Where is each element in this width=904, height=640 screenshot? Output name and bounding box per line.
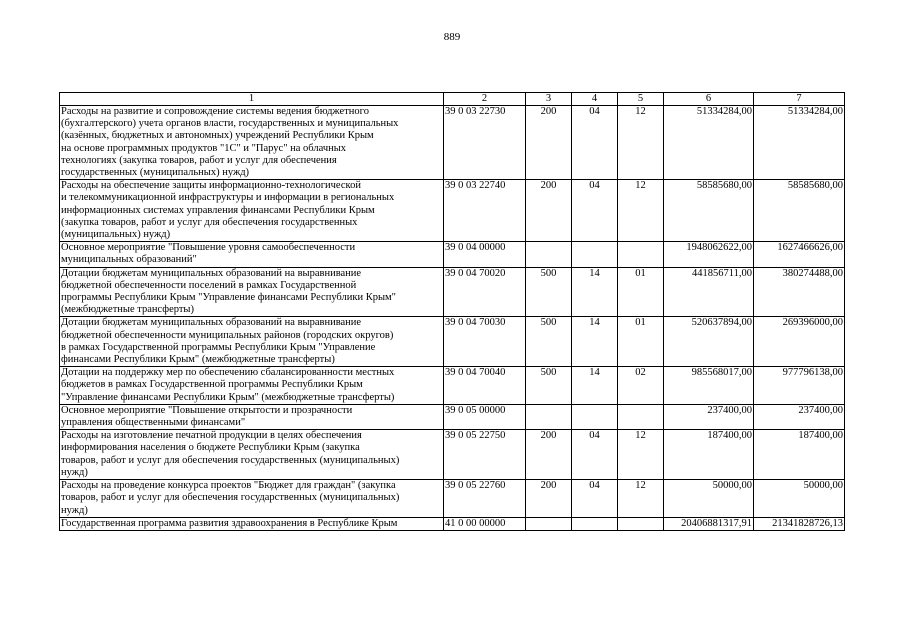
target-code-cell: 39 0 05 00000 bbox=[444, 404, 526, 429]
amount-cell-7: 380274488,00 bbox=[754, 267, 845, 317]
description-cell bbox=[60, 367, 444, 405]
amount-cell-7: 977796138,00 bbox=[754, 367, 845, 405]
description-line: (бухгалтерского) учета органов власти, государственных и муниципальных bbox=[61, 118, 399, 130]
expense-type-cell: 200 bbox=[526, 180, 572, 242]
header-cell: 5 bbox=[618, 93, 664, 106]
description-line: муниципальных образований" bbox=[61, 254, 197, 266]
amount-cell-7: 58585680,00 bbox=[754, 180, 845, 242]
section-cell bbox=[572, 517, 618, 530]
header-cell: 6 bbox=[664, 93, 754, 106]
section-cell: 04 bbox=[572, 480, 618, 518]
page-number: 889 bbox=[443, 31, 461, 43]
header-cell: 4 bbox=[572, 93, 618, 106]
header-cell: 7 bbox=[754, 93, 845, 106]
target-code-cell: 41 0 00 00000 bbox=[444, 517, 526, 530]
description-line: (закупка товаров, работ и услуг для обеспечения государственных bbox=[61, 216, 358, 228]
subsection-cell: 12 bbox=[618, 430, 664, 480]
table-row bbox=[60, 430, 845, 480]
description-line: бюджетной обеспеченности муниципальных районов (городских округов) bbox=[61, 329, 394, 341]
subsection-cell bbox=[618, 517, 664, 530]
expense-type-cell bbox=[526, 517, 572, 530]
description-line: Основное мероприятие "Повышение открытости и прозрачности bbox=[61, 404, 353, 416]
amount-cell-6: 520637894,00 bbox=[664, 317, 754, 367]
subsection-cell: 02 bbox=[618, 367, 664, 405]
description-cell bbox=[60, 180, 444, 242]
section-cell bbox=[572, 242, 618, 267]
description-cell bbox=[60, 106, 444, 180]
description-line: информирования населения о бюджете Республики Крым (закупка bbox=[61, 442, 360, 454]
subsection-cell: 12 bbox=[618, 180, 664, 242]
subsection-cell: 12 bbox=[618, 480, 664, 518]
expense-type-cell: 500 bbox=[526, 367, 572, 405]
subsection-cell: 01 bbox=[618, 317, 664, 367]
description-line: Расходы на развитие и сопровождение системы ведения бюджетного bbox=[61, 106, 369, 117]
description-line: (муниципальных) нужд) bbox=[61, 229, 171, 241]
subsection-cell bbox=[618, 404, 664, 429]
amount-cell-7: 1627466626,00 bbox=[754, 242, 845, 267]
description-line: товаров, работ и услуг для обеспечения государственных (муниципальных) bbox=[61, 454, 400, 466]
description-line: Расходы на проведение конкурса проектов "Бюджет для граждан" (закупка bbox=[61, 480, 396, 492]
amount-cell-7: 187400,00 bbox=[754, 430, 845, 480]
amount-cell-7: 51334284,00 bbox=[754, 106, 845, 180]
amount-cell-7: 21341828726,13 bbox=[754, 517, 845, 530]
target-code-cell: 39 0 04 70040 bbox=[444, 367, 526, 405]
target-code-cell: 39 0 04 70020 bbox=[444, 267, 526, 317]
amount-cell-7: 237400,00 bbox=[754, 404, 845, 429]
amount-cell-7: 50000,00 bbox=[754, 480, 845, 518]
description-line: и телекоммуникационной инфраструктуры и информации в региональных bbox=[61, 192, 395, 204]
budget-table bbox=[59, 92, 845, 531]
expense-type-cell: 200 bbox=[526, 430, 572, 480]
expense-type-cell: 200 bbox=[526, 480, 572, 518]
description-cell bbox=[60, 480, 444, 518]
description-line: Расходы на изготовление печатной продукции в целях обеспечения bbox=[61, 430, 362, 442]
subsection-cell: 01 bbox=[618, 267, 664, 317]
section-cell: 14 bbox=[572, 317, 618, 367]
section-cell: 04 bbox=[572, 180, 618, 242]
description-line: нужд) bbox=[61, 466, 88, 478]
amount-cell-6: 985568017,00 bbox=[664, 367, 754, 405]
table-row bbox=[60, 242, 845, 267]
section-cell: 14 bbox=[572, 367, 618, 405]
table-row bbox=[60, 106, 845, 180]
description-line: информационных системах управления финансами Республики Крым bbox=[61, 204, 375, 216]
description-line: нужд) bbox=[61, 504, 88, 516]
section-cell: 04 bbox=[572, 430, 618, 480]
amount-cell-6: 187400,00 bbox=[664, 430, 754, 480]
amount-cell-6: 1948062622,00 bbox=[664, 242, 754, 267]
description-line: Основное мероприятие "Повышение уровня самообеспеченности bbox=[61, 242, 356, 254]
table-row bbox=[60, 517, 845, 530]
target-code-cell: 39 0 04 70030 bbox=[444, 317, 526, 367]
expense-type-cell bbox=[526, 404, 572, 429]
description-line: Государственная программа развития здравоохранения в Республике Крым bbox=[61, 517, 398, 529]
table-body bbox=[60, 93, 845, 531]
description-line: "Управление финансами Республики Крым" (межбюджетные трансферты) bbox=[61, 391, 395, 403]
section-cell: 04 bbox=[572, 106, 618, 180]
description-line: программы Республики Крым "Управление финансами Республики Крым" bbox=[61, 292, 396, 304]
description-line: Дотации на поддержку мер по обеспечению сбалансированности местных bbox=[61, 367, 395, 379]
description-cell bbox=[60, 430, 444, 480]
target-code-cell: 39 0 03 22740 bbox=[444, 180, 526, 242]
description-line: (казённых, бюджетных и автономных) учреждений Республики Крым bbox=[61, 130, 374, 142]
expense-type-cell: 200 bbox=[526, 106, 572, 180]
amount-cell-6: 237400,00 bbox=[664, 404, 754, 429]
table-row bbox=[60, 180, 845, 242]
description-line: на основе программных продуктов "1С" и "Парус" на облачных bbox=[61, 142, 347, 154]
expense-type-cell: 500 bbox=[526, 267, 572, 317]
description-line: государственных (муниципальных) нужд) bbox=[61, 167, 250, 179]
description-line: управления общественными финансами" bbox=[61, 417, 246, 429]
description-line: (межбюджетные трансферты) bbox=[61, 304, 194, 316]
header-cell: 1 bbox=[60, 93, 444, 106]
description-line: Дотации бюджетам муниципальных образований на выравнивание bbox=[61, 267, 362, 279]
description-line: технологиях (закупка товаров, работ и услуг для обеспечения bbox=[61, 154, 337, 166]
description-cell bbox=[60, 242, 444, 267]
description-line: Дотации бюджетам муниципальных образований на выравнивание bbox=[61, 317, 362, 329]
target-code-cell: 39 0 04 00000 bbox=[444, 242, 526, 267]
description-line: бюджетной обеспеченности поселений в рамках Государственной bbox=[61, 279, 357, 291]
description-line: финансами Республики Крым" (межбюджетные трансферты) bbox=[61, 354, 335, 366]
description-line: Расходы на обеспечение защиты информационно-технологической bbox=[61, 180, 361, 192]
table-row bbox=[60, 404, 845, 429]
amount-cell-6: 58585680,00 bbox=[664, 180, 754, 242]
target-code-cell: 39 0 05 22750 bbox=[444, 430, 526, 480]
expense-type-cell: 500 bbox=[526, 317, 572, 367]
target-code-cell: 39 0 05 22760 bbox=[444, 480, 526, 518]
description-cell bbox=[60, 517, 444, 530]
target-code-cell: 39 0 03 22730 bbox=[444, 106, 526, 180]
section-cell bbox=[572, 404, 618, 429]
description-cell bbox=[60, 317, 444, 367]
amount-cell-6: 51334284,00 bbox=[664, 106, 754, 180]
expense-type-cell bbox=[526, 242, 572, 267]
table-row bbox=[60, 480, 845, 518]
description-line: товаров, работ и услуг для обеспечения государственных (муниципальных) bbox=[61, 492, 400, 504]
amount-cell-6: 50000,00 bbox=[664, 480, 754, 518]
header-cell: 3 bbox=[526, 93, 572, 106]
table-row bbox=[60, 267, 845, 317]
amount-cell-6: 20406881317,91 bbox=[664, 517, 754, 530]
description-line: бюджетов в рамках Государственной программы Республики Крым bbox=[61, 379, 363, 391]
amount-cell-6: 441856711,00 bbox=[664, 267, 754, 317]
subsection-cell: 12 bbox=[618, 106, 664, 180]
header-row bbox=[60, 93, 845, 106]
table-row bbox=[60, 317, 845, 367]
header-cell: 2 bbox=[444, 93, 526, 106]
section-cell: 14 bbox=[572, 267, 618, 317]
description-cell bbox=[60, 267, 444, 317]
table-row bbox=[60, 367, 845, 405]
amount-cell-7: 269396000,00 bbox=[754, 317, 845, 367]
subsection-cell bbox=[618, 242, 664, 267]
description-line: в рамках Государственной программы Республики Крым "Управление bbox=[61, 341, 376, 353]
description-cell bbox=[60, 404, 444, 429]
